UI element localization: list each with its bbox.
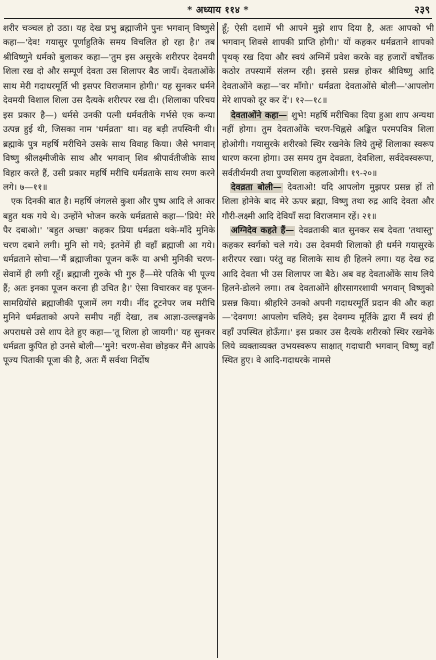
chapter-heading: * अध्याय ११४ *	[187, 5, 249, 16]
header-rule	[4, 18, 432, 19]
verse-number: २१॥	[362, 211, 377, 222]
left-paragraph-2	[3, 195, 215, 368]
verse-number: ७—११॥	[19, 182, 48, 193]
left-paragraph-2-text: एक दिनकी बात है। महर्षि जंगलसे कुशा और पुष्प आदि ले आकर बहुत थक गये थे। उन्होंने भोजन करके धर्मव्रतासे कहा—'प्रिये! मेरे पैर दबाओ।' 'बहुत अच्छा' कहकर प्रिया धर्मव्रता थके-माँदे मुनिके चरण दबाने लगी। मुनि सो गये; इतनेमें ही वहाँ ब्रह्माजी आ गये। धर्मव्रताने सोचा—'मैं ब्रह्माजीका पूजन करूँ या अभी मुनिकी चरण-सेवामें ही लगी रहूँ। ब्रह्माजी गुरुके भी गुरु हैं—मेरे पतिके भी पूज्य हैं; अतः इनका पूजन करना ही उचित है।' ऐसा विचारकर वह पूजन-सामग्रियोंसे ब्रह्माजीकी पूजामें लग गयी। नींद टूटनेपर जब मरीचि मुनिने धर्मव्रताको अपने समीप नहीं देखा, तब आज्ञा-उल्लङ्घनके अपराधसे उसे शाप देते हुए कहा—'तू शिला हो जायगी।' यह सुनकर धर्मव्रता कुपित हो उनसे बोली—'मुने! चरण-सेवा छोड़कर मैंने आपके पूज्य पिताकी पूजा की है, अतः मैं सर्वथा निर्दोष	[3, 197, 215, 367]
column-divider	[217, 22, 218, 658]
right-paragraph-2	[222, 109, 434, 181]
right-paragraph-3-text: देवताओ! यदि आपलोग मुझपर प्रसन्न हों तो शिला होनेके बाद मेरे ऊपर ब्रह्मा, विष्णु तथा रुद्र आदि देवता और गौरी-लक्ष्मी आदि देवियाँ सदा विराजमान रहें।	[222, 182, 434, 222]
page-number: २३९	[414, 5, 430, 16]
speaker-heading: अग्निदेव कहते हैं—	[231, 226, 295, 237]
right-paragraph-3	[222, 181, 434, 224]
verse-number: १९-२०॥	[350, 168, 378, 179]
right-paragraph-4-text: देवव्रताकी बात सुनकर सब देवता 'तथास्तु' कहकर स्वर्गको चले गये। उस देवमयी शिलाको ही धर्मने गयासुरके शरीरपर रखा। परंतु वह शिलाके साथ ही हिलने लगा। यह देख रुद्र आदि देवता भी उस शिलापर जा बैठे। अब वह देवताओंके साथ लिये हिलने-डोलने लगा। तब देवताओंने क्षीरसागरशायी भगवान् विष्णुको प्रसन्न किया। श्रीहरिने उनको अपनी गदाधरमूर्ति प्रदान की और कहा—'देवगण! आपलोग चलिये; इस देवगम्य मूर्तिके द्वारा मैं स्वयं ही वहाँ उपस्थित होऊँगा।' इस प्रकार उस दैत्यके शरीरको स्थिर रखनेके लिये व्यक्ताव्यक्त उभयस्वरूप साक्षात् गदाधारी भगवान् विष्णु वहाँ स्थित हुए। वे आदि-गदाधरके नामसे	[222, 226, 434, 367]
left-paragraph-1	[3, 22, 215, 195]
right-paragraph-1	[222, 22, 434, 109]
right-paragraph-2-text: शुभे! महर्षि मरीचिका दिया हुआ शाप अन्यथा नहीं होगा। तुम देवताओंके चरण-चिह्नसे अङ्कित परमपवित्र शिला होओगी। गयासुरके शरीरको स्थिर रखनेके लिये तुम्हें शिलाका स्वरूप धारण करना होगा। उस समय तुम देवव्रता, देवशिला, सर्वदेवस्वरूपा, सर्वतीर्थमयी तथा पुण्यशिला कहलाओगी।	[222, 110, 434, 179]
right-column	[222, 22, 434, 658]
left-column	[3, 22, 215, 658]
verse-number: १२—१८॥	[295, 96, 328, 107]
right-paragraph-1-text: हूँ; ऐसी दशामें भी आपने मुझे शाप दिया है, अतः आपको भी भगवान् शिवसे शापकी प्राप्ति होगी।' यों कहकर धर्मव्रताने शापको पृथक् रख दिया और स्वयं अग्निमें प्रवेश करके वह हजारों वर्षोंतक कठोर तपस्यामें संलग्न रही। इससे प्रसन्न होकर श्रीविष्णु आदि देवताओंने कहा—'वर माँगो।' धर्मव्रता देवताओंसे बोली—'आपलोग मेरे शापको दूर कर दें'।	[222, 24, 434, 107]
right-paragraph-4	[222, 224, 434, 369]
speaker-heading: देवताओंने कहा—	[231, 110, 288, 121]
left-paragraph-1-text: शरीर चञ्चल हो उठा। यह देख प्रभु ब्रह्माजीने पुनः भगवान् विष्णुसे कहा—'देव! गयासुर पूर्णाहुतिके समय विचलित हो रहा है।' तब श्रीविष्णुने धर्मको बुलाकर कहा—'तुम इस असुरके शरीरपर देवमयी शिला रख दो और सम्पूर्ण देवता उस शिलापर बैठ जायँ। देवताओंके साथ मेरी गदाधरमूर्ति भी इसपर विराजमान होगी।' यह सुनकर धर्मने देवमयी विशाल शिला उस दैत्यके शरीरपर रख दी। (शिलाका परिचय इस प्रकार है—) धर्मसे उनकी पत्नी धर्मवतीके गर्भसे एक कन्या उत्पन्न हुई थी, जिसका नाम 'धर्मव्रता' था। वह बड़ी तपस्विनी थी। ब्रह्माके पुत्र महर्षि मरीचिने उसके साथ विवाह किया। जैसे भगवान् विष्णु श्रीलक्ष्मीजीके साथ और भगवान् शिव श्रीपार्वतीजीके साथ विहार करते हैं, उसी प्रकार महर्षि मरीचि धर्मव्रताके साथ रमण करने लगे।	[3, 24, 215, 193]
page-header	[0, 0, 436, 20]
speaker-heading: देवव्रता बोली—	[231, 182, 282, 193]
